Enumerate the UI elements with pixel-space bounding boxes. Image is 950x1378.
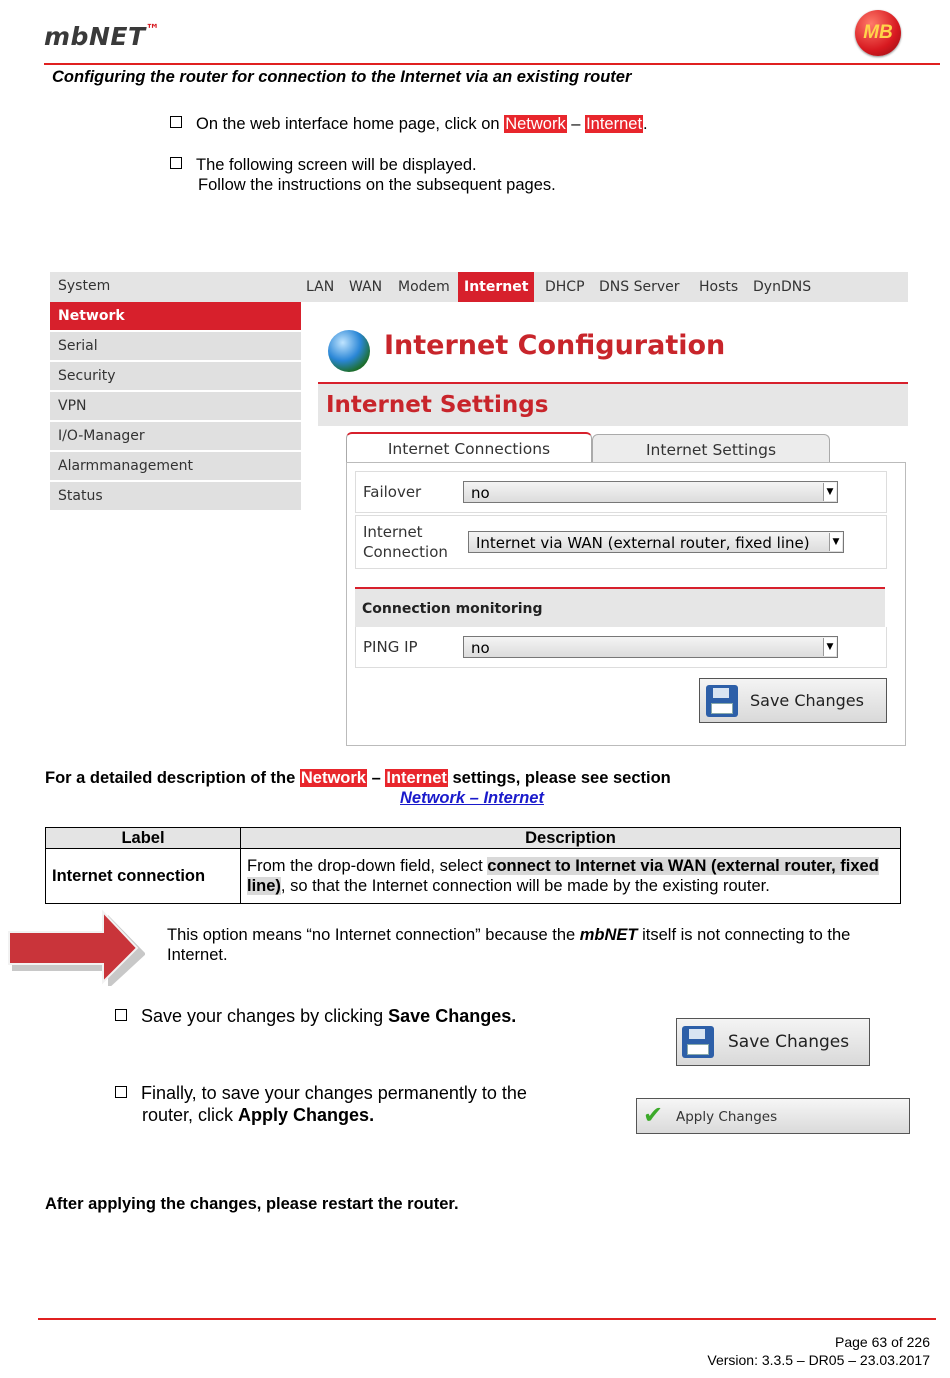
internet-connection-label: Internet Connection	[363, 523, 448, 561]
column-header-label: Label	[46, 828, 241, 849]
settings-table	[45, 827, 901, 904]
tab-hosts[interactable]: Hosts	[699, 279, 739, 295]
internet-connection-row	[355, 515, 887, 569]
tab-dhcp[interactable]: DHCP	[545, 279, 585, 295]
checkbox-bullet-icon	[115, 1009, 127, 1021]
ping-ip-label: PING IP	[363, 638, 418, 656]
menu-system[interactable]: System	[58, 278, 111, 294]
step-apply-changes: Finally, to save your changes permanently to the router, click Apply Changes.	[115, 1082, 527, 1126]
page-title: Internet Configuration	[384, 330, 726, 361]
failover-select[interactable]: no ▼	[463, 481, 838, 503]
settings-panel	[346, 462, 906, 746]
router-ui-screenshot	[50, 272, 910, 752]
row-label: Internet connection	[46, 849, 241, 904]
dropdown-arrow-icon: ▼	[823, 483, 836, 501]
internet-highlight: Internet	[386, 769, 447, 787]
tab-dns-server[interactable]: DNS Server	[599, 279, 680, 295]
checkbox-bullet-icon	[170, 116, 182, 128]
mb-badge-logo: MB	[855, 10, 901, 56]
footer-divider	[38, 1318, 936, 1320]
failover-row	[355, 471, 887, 513]
detail-reference: For a detailed description of the Network – Internet settings, please see section	[45, 769, 671, 787]
save-changes-button[interactable]: Save Changes	[699, 678, 887, 723]
table-header-row	[46, 828, 901, 849]
tab-lan[interactable]: LAN	[306, 279, 335, 295]
internet-highlight: Internet	[586, 115, 643, 133]
ping-ip-row	[355, 627, 887, 668]
tab-internet[interactable]: Internet	[458, 272, 534, 302]
step-screen-displayed: The following screen will be displayed. Follow the instructions on the subsequent pages.	[170, 155, 556, 195]
sidebar-item-status[interactable]: Status	[50, 482, 301, 510]
header-divider	[44, 63, 940, 65]
ping-ip-select[interactable]: no ▼	[463, 636, 838, 658]
dropdown-arrow-icon: ▼	[823, 638, 836, 656]
connection-monitoring-header	[355, 587, 885, 627]
failover-label: Failover	[363, 483, 422, 501]
sidebar	[50, 302, 301, 512]
page-number: Page 63 of 226	[835, 1334, 930, 1350]
tab-dyndns[interactable]: DynDNS	[753, 279, 812, 295]
red-arrow-icon	[5, 906, 145, 986]
top-menu-bar	[50, 272, 908, 302]
page-heading: Configuring the router for connection to the Internet via an existing router	[52, 68, 632, 86]
tab-internet-connections[interactable]: Internet Connections	[346, 432, 592, 465]
save-changes-button-sample[interactable]: Save Changes	[676, 1018, 870, 1066]
globe-icon	[328, 330, 370, 372]
checkmark-icon: ✔	[643, 1101, 664, 1129]
checkbox-bullet-icon	[170, 157, 182, 169]
floppy-disk-icon	[706, 685, 738, 717]
section-link[interactable]: Network – Internet	[400, 789, 544, 807]
sidebar-item-vpn[interactable]: VPN	[50, 392, 301, 420]
main-content	[318, 318, 908, 748]
checkbox-bullet-icon	[115, 1086, 127, 1098]
table-row	[46, 849, 901, 904]
row-description: From the drop-down field, select connect to Internet via WAN (external router, fixed line), so that the Internet connection will be made by the existing router.	[241, 849, 901, 904]
step-save-changes: Save your changes by clicking Save Changes.	[115, 1006, 516, 1026]
tab-wan[interactable]: WAN	[349, 279, 383, 295]
network-highlight: Network	[300, 769, 366, 787]
apply-changes-button[interactable]: ✔ Apply Changes	[636, 1098, 910, 1134]
column-header-description: Description	[241, 828, 901, 849]
sidebar-item-io-manager[interactable]: I/O-Manager	[50, 422, 301, 450]
floppy-disk-icon	[682, 1026, 714, 1058]
sidebar-item-serial[interactable]: Serial	[50, 332, 301, 360]
mbnet-logo: mbNET™	[44, 22, 160, 51]
tab-modem[interactable]: Modem	[398, 279, 450, 295]
connection-monitoring-title: Connection monitoring	[362, 601, 543, 617]
step-click-network: On the web interface home page, click on Network – Internet.	[170, 114, 648, 134]
closing-instruction: After applying the changes, please restart the router.	[45, 1195, 459, 1213]
sidebar-item-security[interactable]: Security	[50, 362, 301, 390]
info-note: This option means “no Internet connection” because the mbNET itself is not connecting to the Internet.	[167, 926, 851, 964]
network-highlight: Network	[505, 115, 566, 133]
dropdown-arrow-icon: ▼	[829, 533, 842, 551]
sidebar-item-network[interactable]: Network	[50, 302, 301, 330]
sidebar-item-alarmmanagement[interactable]: Alarmmanagement	[50, 452, 301, 480]
section-title: Internet Settings	[326, 392, 549, 418]
internet-connection-select[interactable]: Internet via WAN (external router, fixed line) ▼	[468, 531, 844, 553]
version-info: Version: 3.3.5 – DR05 – 23.03.2017	[707, 1352, 930, 1368]
section-header	[318, 384, 908, 426]
tab-internet-settings[interactable]: Internet Settings	[592, 434, 830, 465]
